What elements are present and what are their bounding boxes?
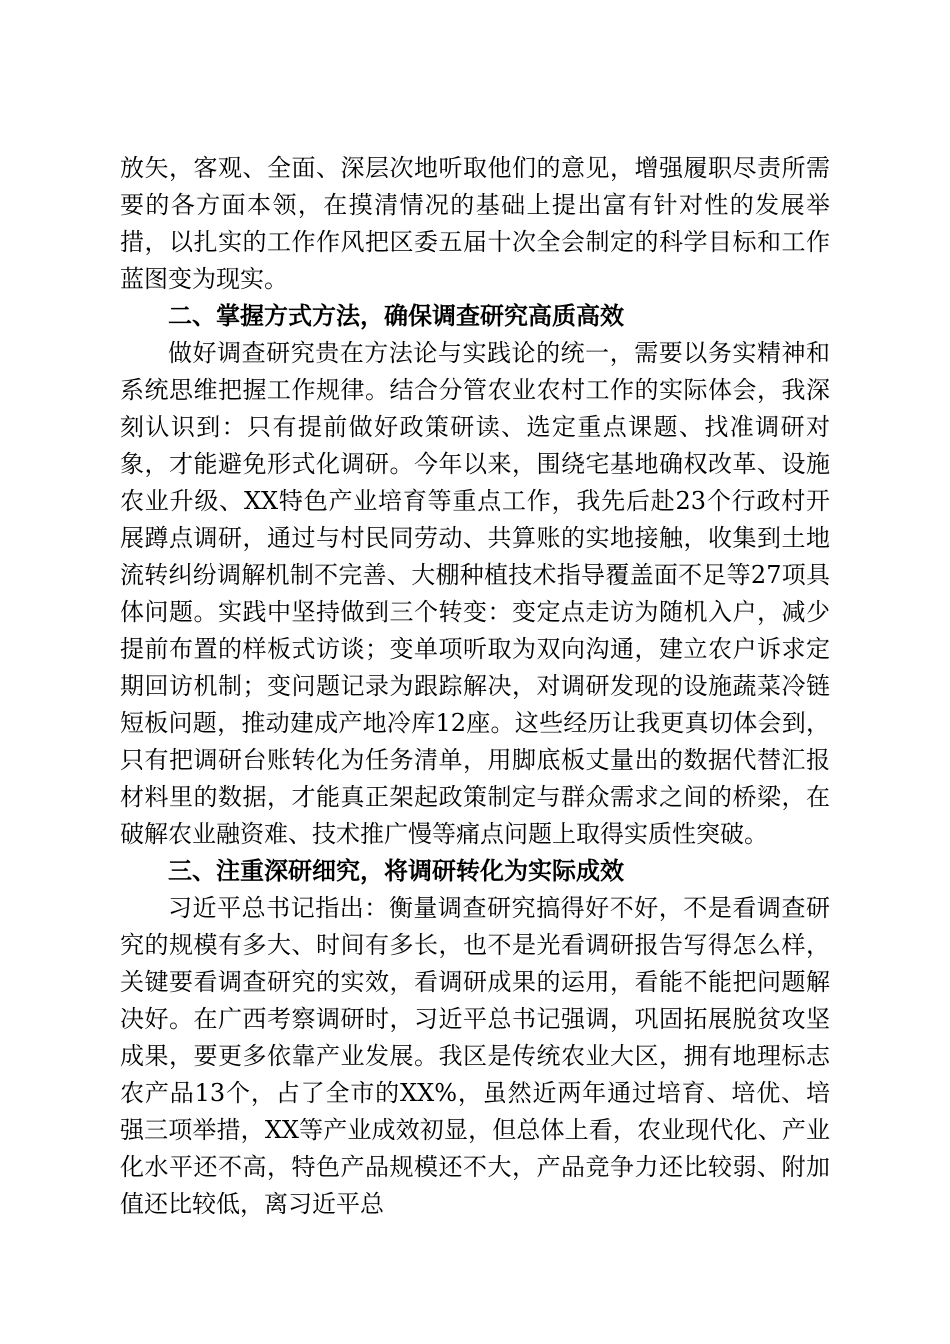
section-heading-3: 三、注重深研细究，将调研转化为实际成效 xyxy=(168,857,624,885)
document-body xyxy=(120,150,830,1223)
paragraph-continuation: 放矢，客观、全面、深层次地听取他们的意见，增强履职尽责所需要的各方面本领，在摸清情况的基础上提出富有针对性的发展举措，以扎实的工作作风把区委五届十次全会制定的科学目标和工作蓝图变为现实。 xyxy=(120,154,830,293)
paragraph-methods: 做好调查研究贵在方法论与实践论的统一，需要以务实精神和系统思维把握工作规律。结合分管农业农村工作的实际体会，我深刻认识到：只有提前做好政策研读、选定重点课题、找准调研对象，才能避免形式化调研。今年以来，围绕宅基地确权改革、设施农业升级、XX特色产业培育等重点工作，我先后赴23个行政村开展蹲点调研，通过与村民同劳动、共算账的实地接触，收集到土地流转纠纷调解机制不完善、大棚种植技术指导覆盖面不足等27项具体问题。实践中坚持做到三个转变：变定点走访为随机入户，减少提前布置的样板式访谈；变单项听取为双向沟通，建立农户诉求定期回访机制；变问题记录为跟踪解决，对调研发现的设施蔬菜冷链短板问题，推动建成产地冷库12座。这些经历让我更真切体会到，只有把调研台账转化为任务清单，用脚底板丈量出的数据代替汇报材料里的数据，才能真正架起政策制定与群众需求之间的桥梁，在破解农业融资难、技术推广慢等痛点问题上取得实质性突破。 xyxy=(120,339,830,848)
section-heading-2: 二、掌握方式方法，确保调查研究高质高效 xyxy=(168,302,624,330)
paragraph-results: 习近平总书记指出：衡量调查研究搞得好不好，不是看调查研究的规模有多大、时间有多长，也不是光看调研报告写得怎么样，关键要看调查研究的实效，看调研成果的运用，看能不能把问题解决好。在广西考察调研时，习近平总书记强调，巩固拓展脱贫攻坚成果，要更多依靠产业发展。我区是传统农业大区，拥有地理标志农产品13个，占了全市的XX%，虽然近两年通过培育、培优、培强三项举措，XX等产业成效初显，但总体上看，农业现代化、产业化水平还不高，特色产品规模还不大，产品竞争力还比较弱、附加值还比较低，离习近平总 xyxy=(120,894,830,1218)
